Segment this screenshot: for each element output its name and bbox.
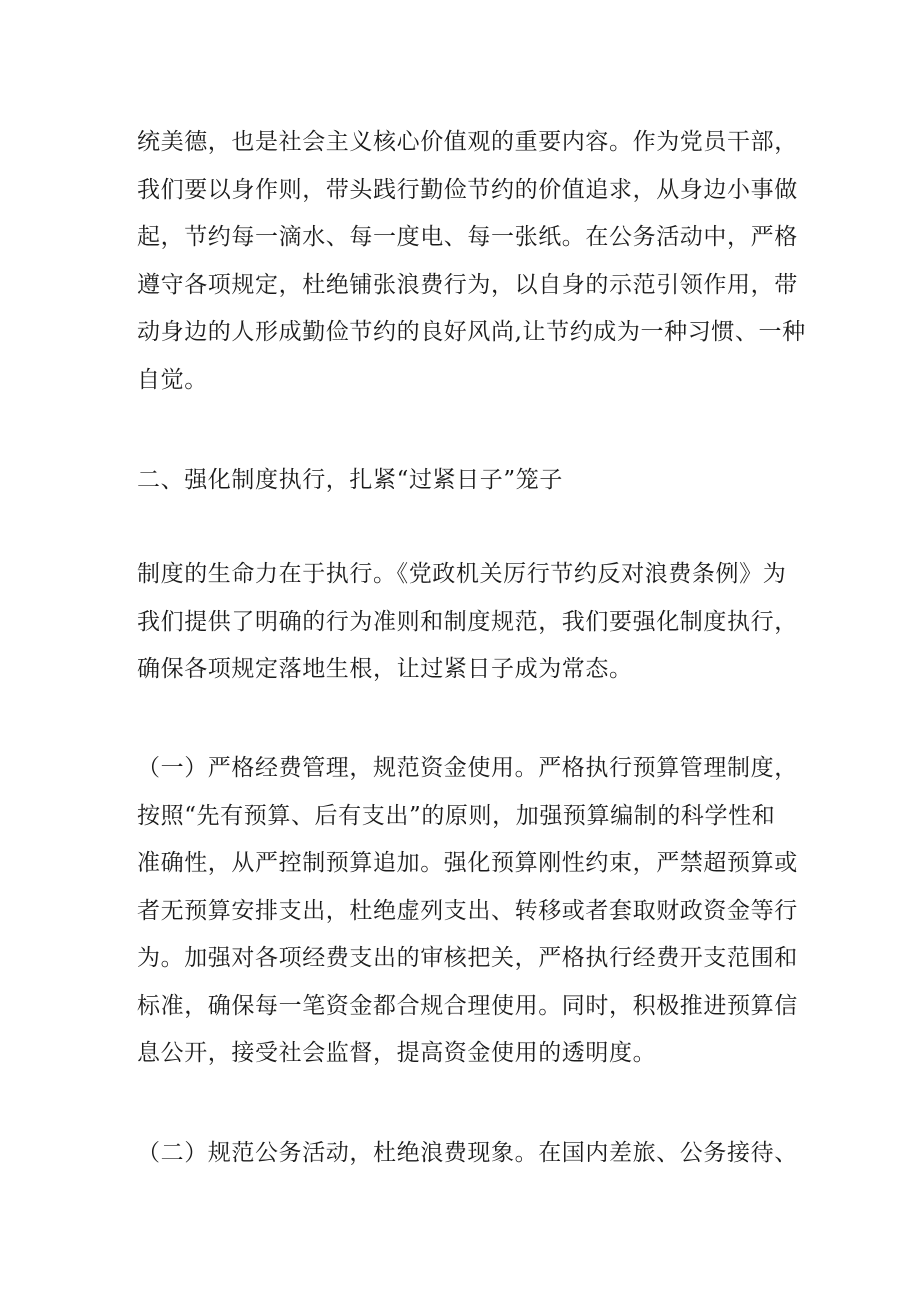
text-line: 标准，确保每一笔资金都合规合理使用。同时，积极推进预算信 (137, 992, 798, 1019)
text-line: 遵守各项规定，杜绝铺张浪费行为，以自身的示范引领作用，带 (137, 271, 798, 298)
text-line: 制度的生命力在于执行。《党政机关厉行节约反对浪费条例》为 (137, 561, 787, 587)
text-line: 自觉。 (137, 366, 208, 393)
text-line: 按照“先有预算、后有支出”的原则，加强预算编制的科学性和 (137, 802, 776, 829)
text-line: 统美德，也是社会主义核心价值观的重要内容。作为党员干部， (137, 129, 798, 155)
text-line: 为。加强对各项经费支出的审核把关，严格执行经费开支范围和 (137, 945, 798, 971)
heading-text: 二、强化制度执行，扎紧“过紧日子”笼子 (137, 467, 563, 493)
text-line: 确保各项规定落地生根，让过紧日子成为常态。 (137, 656, 633, 682)
text-line: 我们提供了明确的行为准则和制度规范，我们要强化制度执行， (137, 608, 798, 635)
text-line: 起，节约每一滴水、每一度电、每一张纸。在公务活动中，严格 (137, 224, 798, 250)
text-line: 者无预算安排支出，杜绝虚列支出、转移或者套取财政资金等行 (137, 897, 798, 924)
text-line: 动身边的人形成勤俭节约的良好风尚,让节约成为一种习惯、一种 (137, 319, 806, 345)
paragraph-funding-management (137, 745, 797, 1078)
text-line: 我们要以身作则，带头践行勤俭节约的价值追求，从身边小事做 (137, 176, 798, 203)
text-line: （二）规范公务活动，杜绝浪费现象。在国内差旅、公务接待、 (137, 1140, 798, 1166)
text-line: 准确性，从严控制预算追加。强化预算刚性约束，严禁超预算或 (137, 850, 798, 876)
paragraph-system-execution (137, 551, 797, 694)
paragraph-official-activities (137, 1130, 797, 1178)
paragraph-frugality-tradition (137, 119, 806, 404)
section-heading (137, 457, 797, 505)
text-line: （一）严格经费管理，规范资金使用。严格执行预算管理制度， (137, 755, 798, 781)
text-line: 息公开，接受社会监督，提高资金使用的透明度。 (137, 1040, 657, 1066)
